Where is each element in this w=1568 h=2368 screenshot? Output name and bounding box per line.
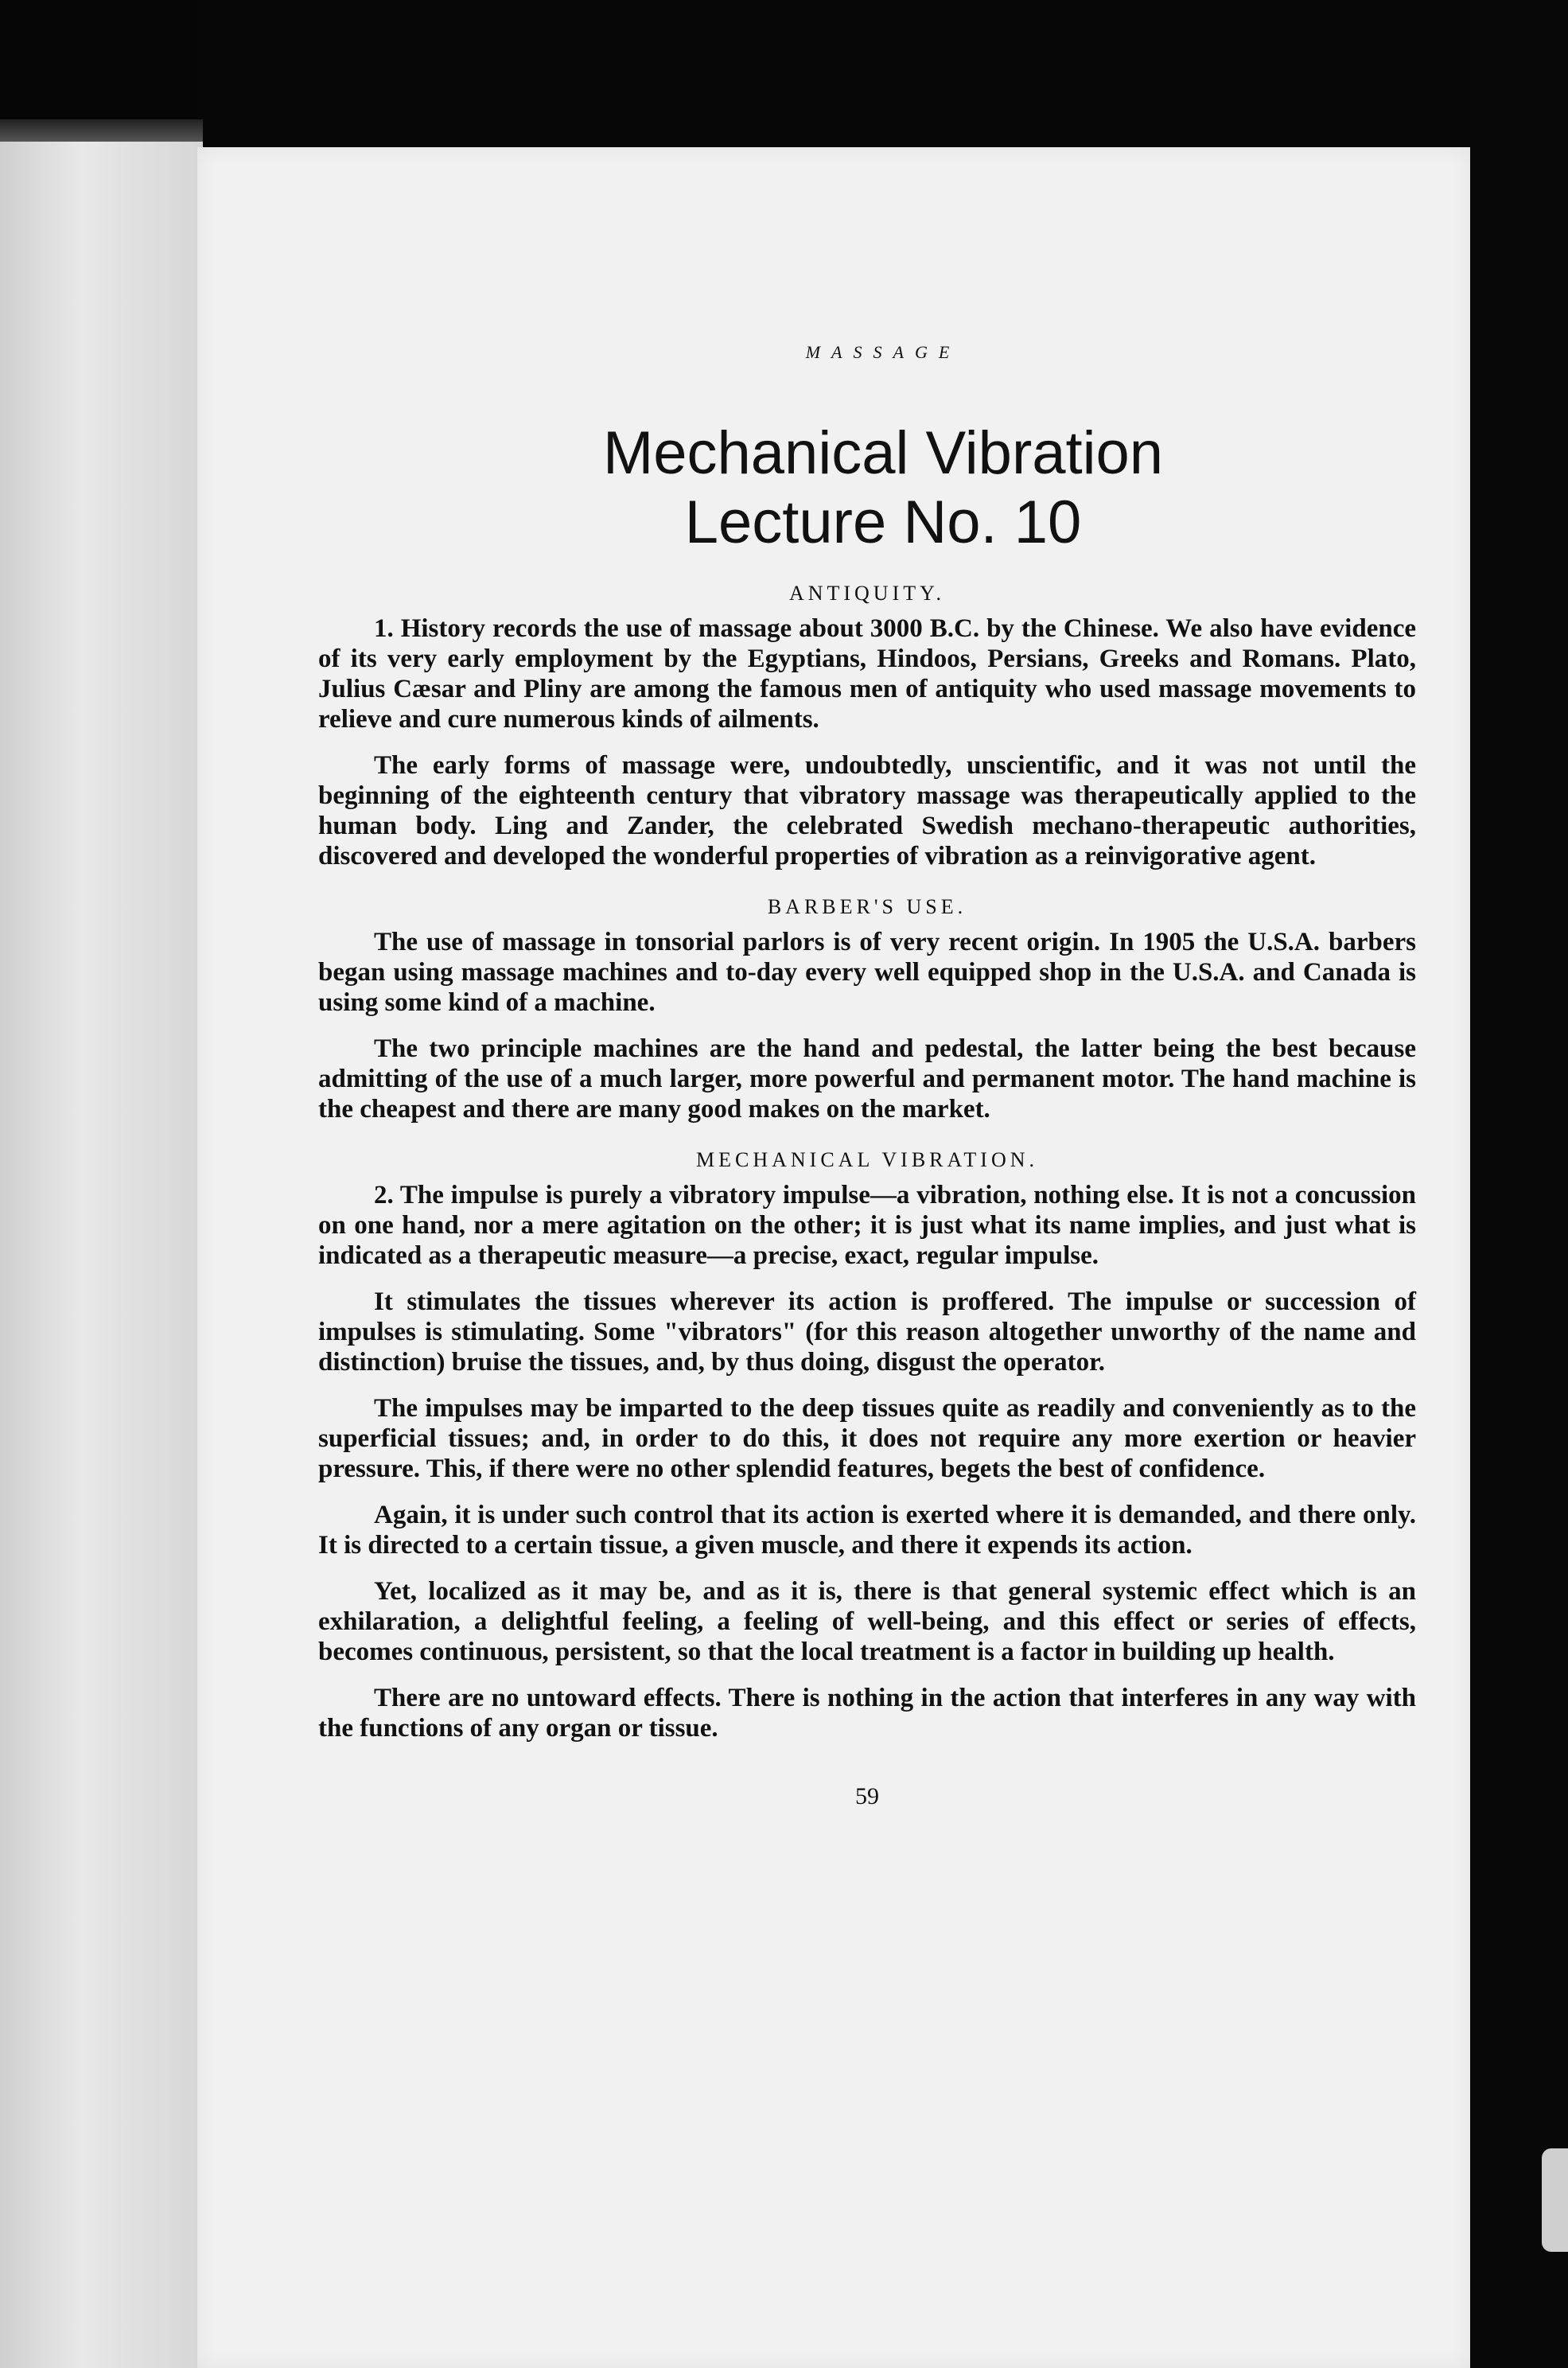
paragraph: Again, it is under such control that its action is exerted where it is demanded, and there only. It is directed to a certain tissue, a given muscle, and there it expends its action.	[318, 1500, 1416, 1560]
section-heading: MECHANICAL VIBRATION.	[696, 1147, 1038, 1171]
scanner-background-top	[197, 0, 1470, 147]
binding-edge	[1542, 2148, 1568, 2252]
paragraph: The two principle machines are the hand and pedestal, the latter being the best because admitting of the use of a much larger, more powerful and permanent motor. The hand machine is the cheapest and there are many good makes on the market.	[318, 1034, 1416, 1124]
title-line-2: Lecture No. 10	[684, 489, 1082, 557]
section-heading: ANTIQUITY.	[788, 581, 946, 605]
section-heading: BARBER'S USE.	[767, 894, 967, 918]
page-number: 59	[855, 1782, 879, 1809]
running-head: MASSAGE	[805, 342, 961, 362]
section-mechanical-vibration	[318, 1148, 1416, 1743]
paragraph: It stimulates the tissues wherever its action is proffered. The impulse or succession of impulses is stimulating. Some "vibrators" (for this reason altogether unworthy of the name and distinction) bruise the tissues, and, by thus doing, disgust the operator.	[318, 1287, 1416, 1377]
paragraph: Yet, localized as it may be, and as it is, there is that general systemic effect which is an exhilaration, a delightful feeling, a feeling of well-being, and this effect or series of effects, becomes continuous, persistent, so that the local treatment is a factor in building up health.	[318, 1576, 1416, 1666]
section-antiquity	[318, 582, 1416, 871]
title-line-1: Mechanical Vibration	[602, 419, 1164, 487]
section-barbers-use	[318, 895, 1416, 1124]
paragraph: There are no untoward effects. There is nothing in the action that interferes in any way with the functions of any organ or tissue.	[318, 1683, 1416, 1743]
paragraph: The impulses may be imparted to the deep tissues quite as readily and conveniently as to the superficial tissues; and, in order to do this, it does not require any more exertion or heavier pressure. This, if there were no other splendid features, begets the best of confidence.	[318, 1393, 1416, 1483]
page-content	[318, 342, 1416, 1810]
paragraph: The use of massage in tonsorial parlors is of very recent origin. In 1905 the U.S.A. barbers began using massage machines and to-day every well equipped shop in the U.S.A. and Canada is using some kind of a machine.	[318, 927, 1416, 1017]
paragraph: 2. The impulse is purely a vibratory impulse—a vibration, nothing else. It is not a concussion on one hand, nor a mere agitation on the other; it is just what its name implies, and just what is indicated as a therapeutic measure—a precise, exact, regular impulse.	[318, 1180, 1416, 1270]
paragraph: The early forms of massage were, undoubtedly, unscientific, and it was not until the beginning of the eighteenth century that vibratory massage was therapeutically applied to the human body. Ling and Zander, the celebrated Swedish mechano-therapeutic authorities, discovered and developed the wonderful properties of vibration as a reinvigorative agent.	[318, 750, 1416, 870]
left-adjacent-page	[0, 119, 203, 2368]
paragraph: 1. History records the use of massage about 3000 B.C. by the Chinese. We also have evidence of its very early employment by the Egyptians, Hindoos, Persians, Greeks and Romans. Plato, Julius Cæsar and Pliny are among the famous men of antiquity who used massage movements to relieve and cure numerous kinds of ailments.	[318, 613, 1416, 734]
lecture-title	[318, 419, 1416, 558]
scanner-background-right	[1470, 0, 1568, 2368]
